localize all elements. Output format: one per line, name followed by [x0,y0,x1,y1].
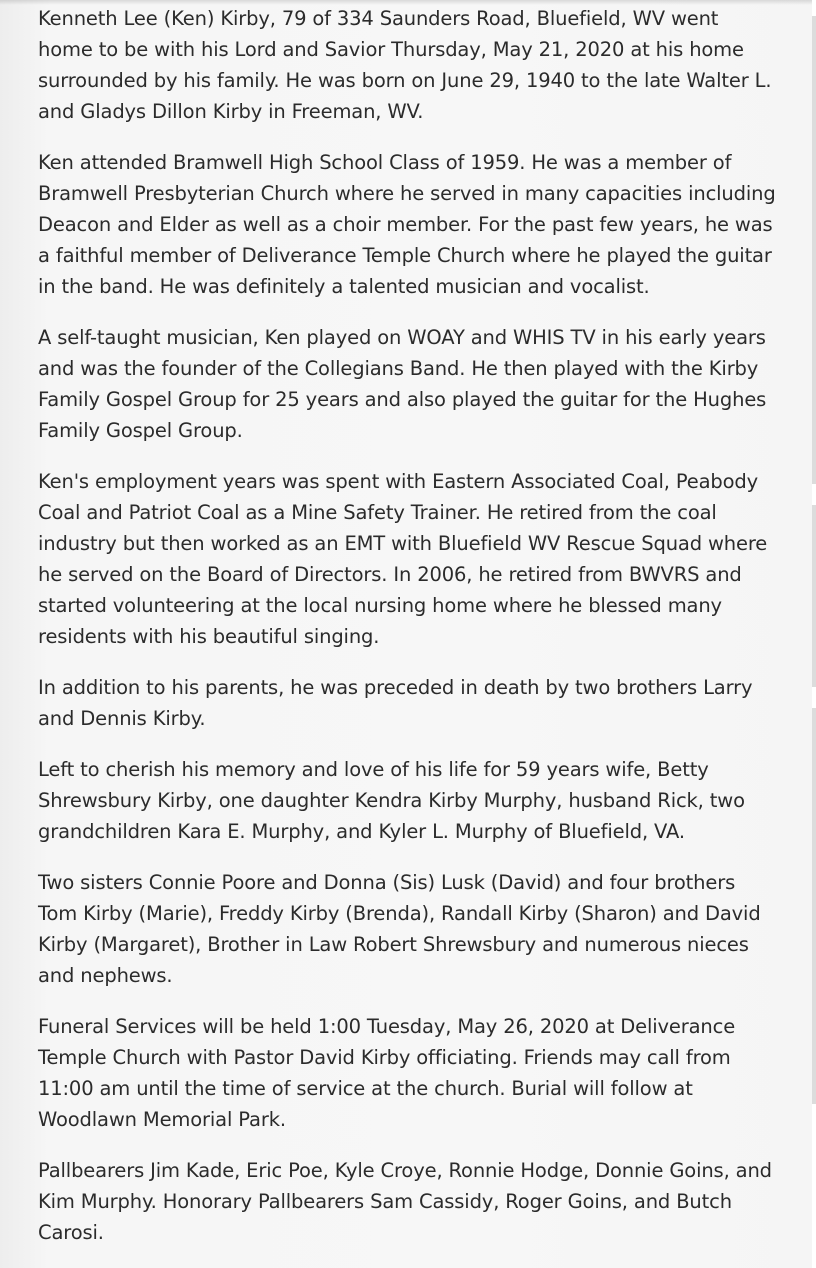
paragraph-music: A self-taught musician, Ken played on WOAY and WHIS TV in his early years and was the founder of the Collegians Band. He then played with the Kirby Family Gospel Group for 25 years and also played the guitar for the Hughes Family Gospel Group. [38,326,767,442]
edge-mark [812,505,816,687]
paragraph-services: Funeral Services will be held 1:00 Tuesday, May 26, 2020 at Deliverance Temple Church with Pastor David Kirby officiating. Friends may call from 11:00 am until the time of service at the church. Burial will follow at Woodlawn Memorial Park. [38,1015,736,1131]
edge-mark [812,16,816,484]
paragraph-church: Ken attended Bramwell High School Class of 1959. He was a member of Bramwell Presbyterian Church where he served in many capacities including Deacon and Elder as well as a choir member. For the past few years, he was a faithful member of Deliverance Temple Church where he played the guitar in the band. He was definitely a talented musician and vocalist. [38,151,776,298]
edge-mark [812,708,816,1104]
paragraph-survivors: Left to cherish his memory and love of his life for 59 years wife, Betty Shrewsbury Kirby, one daughter Kendra Kirby Murphy, husband Rick, two grandchildren Kara E. Murphy, and Kyler L. Murphy of Bluefield, VA. [38,758,745,843]
paragraph-siblings: Two sisters Connie Poore and Donna (Sis) Lusk (David) and four brothers Tom Kirby (Marie), Freddy Kirby (Brenda), Randall Kirby (Sharon) and David Kirby (Margaret), Brother in Law Robert Shrewsbury and numerous nieces and nephews. [38,871,761,987]
paragraph-pallbearers: Pallbearers Jim Kade, Eric Poe, Kyle Croye, Ronnie Hodge, Donnie Goins, and Kim Murphy. Honorary Pallbearers Sam Cassidy, Roger Goins, and Butch Carosi. [38,1159,772,1244]
obituary-text [38,3,778,1268]
paragraph-employment: Ken's employment years was spent with Eastern Associated Coal, Peabody Coal and Patriot Coal as a Mine Safety Trainer. He retired from the coal industry but then worked as an EMT with Bluefield WV Rescue Squad where he served on the Board of Directors. In 2006, he retired from BWVRS and started volunteering at the local nursing home where he blessed many residents with his beautiful singing. [38,470,768,648]
paragraph-preceded: In addition to his parents, he was preceded in death by two brothers Larry and Dennis Kirby. [38,676,753,730]
paragraph-intro: Kenneth Lee (Ken) Kirby, 79 of 334 Saunders Road, Bluefield, WV went home to be with his Lord and Savior Thursday, May 21, 2020 at his home surrounded by his family. He was born on June 29, 1940 to the late Walter L. and Gladys Dillon Kirby in Freeman, WV. [38,7,772,123]
